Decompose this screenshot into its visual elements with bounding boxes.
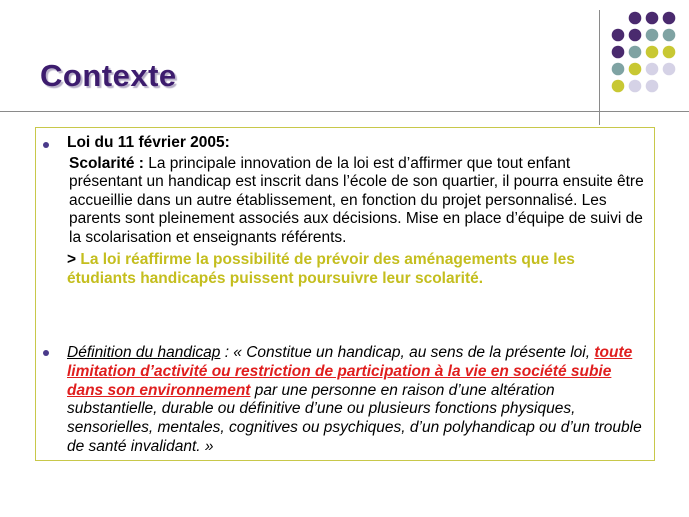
decorative-dot — [629, 63, 642, 76]
decorative-dot — [646, 29, 659, 42]
decorative-dot — [612, 80, 625, 93]
decorative-dot — [663, 12, 676, 25]
vertical-divider — [599, 10, 600, 125]
scolarite-text: La principale innovation de la loi est d’affirmer que tout enfant présentant un handicap est inscrit dans l’école de son quartier, il pourra ensuite être accueillie dans un autre établissement, en fonction du projet personnalisé. Les parents sont pleinement associés aux décisions. Mise en place d’équipe de suivi de la scolarisation et enseignants référents. — [69, 154, 644, 246]
bullet-definition-handicap — [67, 344, 649, 457]
definition-intro: : « Constitue un handicap, au sens de la présente loi, — [220, 344, 595, 361]
definition-rest: par une personne en raison d’une altération substantielle, durable ou définitive d’une ou plusieurs fonctions physiques, sensorielles, mentales, cognitives ou psychiques, d’un polyhandicap ou d’un trouble de santé invalidant. » — [67, 381, 642, 455]
decorative-dot — [629, 46, 642, 59]
decorative-dot — [646, 12, 659, 25]
scolarite-label: Scolarité : — [69, 154, 144, 172]
decorative-dot — [629, 29, 642, 42]
bullet-point-2 — [43, 350, 49, 356]
decorative-dot — [663, 63, 676, 76]
decorative-dot — [612, 29, 625, 42]
definition-label: Définition du handicap — [67, 344, 221, 361]
decorative-dot — [663, 46, 676, 59]
decorative-dot — [629, 80, 642, 93]
decorative-dot — [646, 80, 659, 93]
amenagement-note — [67, 251, 647, 288]
scolarite-paragraph — [67, 155, 647, 248]
decorative-dot — [646, 63, 659, 76]
decorative-dot — [646, 46, 659, 59]
note-arrow: > — [67, 251, 81, 268]
decorative-dot — [612, 63, 625, 76]
horizontal-divider — [0, 111, 689, 112]
decorative-dot — [612, 46, 625, 59]
bullet-point-1 — [43, 142, 49, 148]
decorative-dot — [629, 12, 642, 25]
slide-title: Contexte — [40, 58, 177, 93]
decorative-dot — [663, 29, 676, 42]
definition-emphasis: toute limitation d’activité ou restriction de participation à la vie en société subie dans son environnement — [67, 344, 633, 399]
decorative-dot-grid — [610, 11, 689, 111]
loi-heading: Loi du 11 février 2005: — [67, 134, 230, 151]
bullet-loi-2005 — [67, 134, 647, 288]
note-text: La loi réaffirme la possibilité de prévoir des aménagements que les étudiants handicapés puissent poursuivre leur scolarité. — [67, 251, 575, 287]
